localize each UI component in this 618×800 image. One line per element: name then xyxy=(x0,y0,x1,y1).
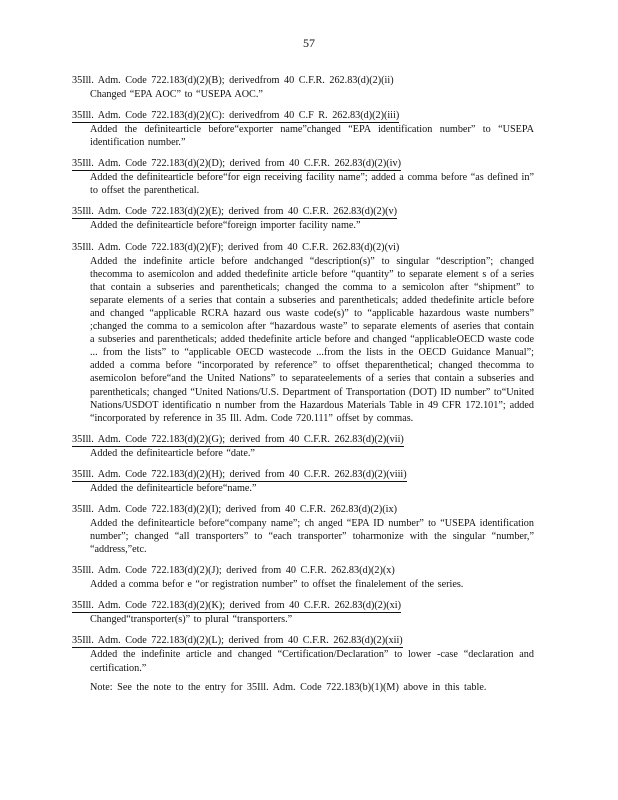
table-entry xyxy=(72,499,534,556)
entry-change-description: Changed“transporter(s)” to plural “transporters.” xyxy=(90,614,293,626)
table-entry xyxy=(72,464,534,495)
table-entry xyxy=(72,630,534,674)
page-number: 57 xyxy=(303,36,315,50)
entry-citation: 35Ill. Adm. Code 722.183(d)(2)(H); derived from 40 C.F.R. 262.83(d)(2)(viii) xyxy=(72,468,407,480)
table-entry xyxy=(72,560,534,591)
entry-change-description: Added a comma befor e “or registration number” to offset the finalelement of the series. xyxy=(90,579,464,591)
entry-change-description: Added the definitearticle before“exporter name”changed “EPA identification number” to “USEPA identification number.” xyxy=(90,124,534,149)
entry-citation: 35Ill. Adm. Code 722.183(d)(2)(C): derivedfrom 40 C.F R. 262.83(d)(2)(iii) xyxy=(72,110,400,122)
entry-citation: 35Ill. Adm. Code 722.183(d)(2)(B); derivedfrom 40 C.F.R. 262.83(d)(2)(ii) xyxy=(72,75,394,86)
entry-citation: 35Ill. Adm. Code 722.183(d)(2)(J); derived from 40 C.F.R. 262.83(d)(2)(x) xyxy=(72,565,395,577)
table-entry xyxy=(72,105,534,149)
entry-change-description: Added the indefinite article and changed “Certification/Declaration” to lower -case “declaration and certification.” xyxy=(90,649,534,674)
note: Note: See the note to the entry for 35Ill. Adm. Code 722.183(b)(1)(M) above in this table. xyxy=(90,681,487,693)
table-entry xyxy=(72,153,534,197)
table-entry xyxy=(72,201,534,232)
table-entry xyxy=(72,595,534,626)
entries-table xyxy=(72,70,534,694)
entry-change-description: Added the indefinite article before andchanged “description(s)” to singular “description”; changed thecomma to asemicolon and added thedefinite article before “quantity” to separate element s of a series that contain a subseries and parentheticals; changed the comma to a semicolon after “shipment” to separate elements of a series that contain a subseries and parentheticals; added thedefinite article before and changed “applicable RCRA hazard ous waste code(s)” to “applicable hazardous waste numbers” ;changed the comma to a semicolon after “hazardous waste” to separate elements of aseries that contain a subseries and parentheticals; added thedefinite article before and changed “applicableOECD waste code ... from the lists” to “applicable OECD wastecode ...from the lists in the OECD Guidance Manual”; added a comma before “incorporated by reference” to offset theparenthetical; changed thecomma to asemicolon before“and the United Nations” to separateelements of a series that contain a subseries and parentheticals; changed “United Nations/U.S. Department of Transportation (DOT) ID number” to“United Nations/USDOT identificatio n number from the Hazardous Materials Table in 49 CFR 172.101”; added “incorporated by reference in 35 Ill. Adm. Code 720.111” offset by commas. xyxy=(90,255,534,424)
entry-change-description: Added the definitearticle before“foreign importer facility name.” xyxy=(90,220,361,232)
entry-citation: 35Ill. Adm. Code 722.183(d)(2)(F); derived from 40 C.F.R. 262.83(d)(2)(vi) xyxy=(72,241,400,253)
entry-citation: 35Ill. Adm. Code 722.183(d)(2)(G); derived from 40 C.F.R. 262.83(d)(2)(vii) xyxy=(72,433,404,445)
entry-change-description: Changed “EPA AOC” to “USEPA AOC.” xyxy=(90,89,263,100)
entry-citation: 35Ill. Adm. Code 722.183(d)(2)(L); derived from 40 C.F.R. 262.83(d)(2)(xii) xyxy=(72,635,403,647)
entry-change-description: Added the definitearticle before “date.” xyxy=(90,447,255,459)
entry-change-description: Added the definitearticle before“for eign receiving facility name”; added a comma before “as defined in” to offset the parenthetical. xyxy=(90,172,534,197)
table-entry xyxy=(72,429,534,460)
table-entry xyxy=(72,70,534,101)
entry-citation: 35Ill. Adm. Code 722.183(d)(2)(I); derived from 40 C.F.R. 262.83(d)(2)(ix) xyxy=(72,503,398,515)
entry-change-description: Added the definitearticle before“company name”; ch anged “EPA ID number” to “USEPA identification number”; changed “all transporters” to “each transporter” toharmonize with the singular “number,” “address,”etc. xyxy=(90,517,534,556)
entry-change-description: Added the definitearticle before“name.” xyxy=(90,482,257,494)
entry-citation: 35Ill. Adm. Code 722.183(d)(2)(E); derived from 40 C.F.R. 262.83(d)(2)(v) xyxy=(72,206,398,218)
entry-citation: 35Ill. Adm. Code 722.183(d)(2)(K); derived from 40 C.F.R. 262.83(d)(2)(xi) xyxy=(72,600,401,612)
table-entry xyxy=(72,237,534,425)
entry-citation: 35Ill. Adm. Code 722.183(d)(2)(D); derived from 40 C.F.R. 262.83(d)(2)(iv) xyxy=(72,158,401,170)
